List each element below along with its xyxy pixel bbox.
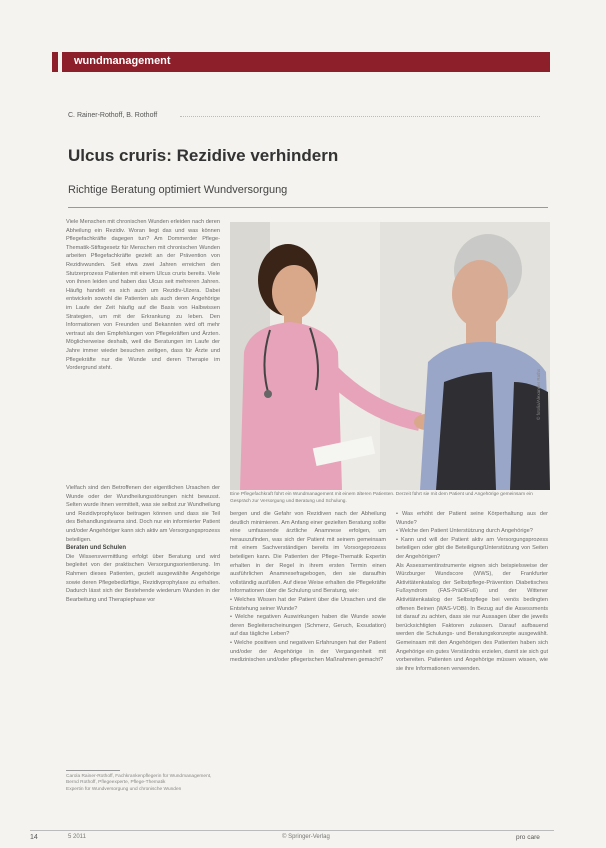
subtitle-divider [68,207,548,208]
article-subtitle: Richtige Beratung optimiert Wundversorgung [68,184,288,196]
nurse-patient-illustration [230,222,550,490]
footnote-divider [66,770,120,771]
bullet-text: Welche negativen Auswirkungen haben die Wunde sowie deren Begleiterscheinungen (Schmerz, Geruch, Exsudation) auf das tägliche Leben? [230,614,386,638]
issue-label: 5 2011 [68,834,86,840]
middle-paragraph: bergen und die Gefahr von Rezidiven nach der Abheilung deutlich minimieren. Am Anfang einer gezielten Beratung sollte eine umfassende ärztliche Anamnese erfolgen, um herauszufinden, was sich der Patient mit seinem gemeinsam mit einem Sachverständigen bereits im Vorsorgeprozess beteiligen kann. Die Patienten der Pflege-Thematik Expertin erhalten in der Regel in ihrem ersten Termin einen ausführlichen Anamnesefragebogen, den sie daraufhin vollständig ausfüllen. Auf diese Weise erhalten die Pflegekräfte Informationen über die Schulung und Beratung, wie: [230,511,386,595]
list-item: • Welche den Patient Unterstützung durch Angehörige? [396,528,533,535]
section-paragraph: Die Wissensvermittlung erfolgt über Beratung und wird begleitet von der praktischen Versorgungsorientierung. Im Rahmen dieses Patienten, gezielt ausgewählte Angehörige sowie deren Pflegebedürftige, Rezidivprophylaxe zu erhalten. Dadurch lässt sich der Bestehende wiederum Wunden in der Bearbeitung und Therapiephase vor [66,553,220,603]
footnote-line: Bernd Rothoff, Pflegeexperte, Pflege-Thematik [66,780,166,786]
article-authors: C. Rainer-Rothoff, B. Rothoff [68,112,158,119]
page-number: 14 [30,834,38,841]
photo-credit: © fotolia/Alexander Raths [536,368,541,420]
section-heading: Beraten und Schulen [66,545,127,552]
right-paragraph: Als Assessmentinstrumente eignen sich beispielsweise der Würzburger Wundscore (WWS), der Frankfurter Aktivitätenkatalog der Selbstpflege-Prävention Diabetisches Fußsyndrom (FAS-PräDiFuß) und der Wittener Aktivitätenkatalog der Selbstpflege bei venös bedingten offenen Beinen (WAS-VOB). In Bezug auf die Assessments ist darauf zu achten, dass sie nur Aussagen über die jeweils berücksichtigten Faktoren zulassen. Darauf aufbauend werden die Schulungs- und Beratungskonzepte ausgewählt. Gemeinsam mit den Angehörigen des Patienten haben sich Angehörige ein gutes Verständnis erzielen, damit sie sich gut vorbereiten. Patienten und Angehörige müssen wissen, wie sie ihre Informationen verwenden. [396,562,548,672]
list-item: • Was erhöht der Patient seine Körperhaltung aus der Wunde? [396,511,548,526]
publisher-label: © Springer-Verlag [282,834,330,840]
authors-divider [180,116,540,117]
column-right [396,510,548,818]
bullet-text: Welche den Patient Unterstützung durch Angehörige? [399,528,533,535]
article-photo [230,222,550,490]
bullet-text: Welches Wissen hat der Patient über die Ursachen und die Entstehung seiner Wunde? [230,596,386,612]
column-middle [230,510,386,818]
lead-text: Viele Menschen mit chronischen Wunden erleiden nach deren Abheilung ein Rezidiv. Woran liegt das und was können Pflegefachkräfte dagegen tun? Am Dommerder Pflege-Thematik-Stiftsgesetz für Menschen mit chronischen Wunden arbeiten Pflegefachkräfte gezielt an der Prävention von Rezidivwunden. Seit etwa zwei Jahren erreichen den Stutzerprozess Patienten mit einem Ulcus cruris bereits. Viele von ihnen leiden und haben das Ulcus seit mehreren Jahren. Häufig handelt es sich auch um Rezidiv-Ulzera. Dabei entwickeln sowohl die Patienten als auch deren Angehörige im Laufe der Zeit häufig auf die Basis von Halbwissen Strategien, um mit der Erkrankung zu leben. Den Informationen von Freunden und Bekannten wird oft mehr vertraut als den Empfehlungen von Pflegekräften und Ärzten. Möglicherweise deshalb, weil die Beratungen im Laufe der Jahre immer wieder besuchen zeitigen, dass für Ärzte und Pflegekräfte nur die Wunde und deren Therapie im Vordergrund steht. [66,219,220,372]
header-accent [52,52,58,72]
photo-caption: Eine Pflegefachkraft führt ein Wundmanagement mit einem älteren Patienten. Derzeit führt sie mit dem Patient und Angehörige gemeinsam ein Gespräch zur Versorgung und Beratung und Schulung. [230,492,533,504]
author-footnote [66,774,216,793]
list-item: • Welche negativen Auswirkungen haben die Wunde sowie deren Begleiterscheinungen (Schmerz, Geruch, Exsudation) auf das tägliche Leben? [230,614,386,638]
bullet-text: Kann und will der Patient aktiv am Versorgungsprozess beteiligen oder gibt die Beteiligung/Unterstützung von Seiten der Angehörigen? [396,536,548,560]
section-header-bar [62,52,550,72]
footer-divider [30,830,554,831]
intro-paragraph: Vielfach sind den Betroffenen der eigentlichen Ursachen der Wunde oder der Wundheilungsstörungen nicht bewusst. Selten wurde ihnen vermittelt, was sie selbst zur Wundheilung und Rezidivprophylaxe beitragen können und dass sie Teil des Behandlungsteams sind. Doch nur ein informierter Patient und/oder Angehöriger kann sich aktiv am Versorgungsprozess beteiligen. [66,485,220,543]
list-item: • Kann und will der Patient aktiv am Versorgungsprozess beteiligen oder gibt die Beteiligung/Unterstützung von Seiten der Angehörigen? [396,536,548,560]
magazine-name: pro care [516,834,540,841]
bullet-text: Welche positiven und negativen Erfahrungen hat der Patient und/oder der Angehörige in der Vergangenheit mit medizinischen und/oder pflegerischen Maßnahmen gemacht? [230,639,386,664]
bullet-text: Was erhöht der Patient seine Körperhaltung aus der Wunde? [396,511,548,526]
lead-paragraph [66,218,220,478]
list-item: • Welches Wissen hat der Patient über die Ursachen und die Entstehung seiner Wunde? [230,596,386,612]
footnote-line: Expertin für Wundversorgung und chronische Wunden [66,786,182,792]
footnote-line: Carola Rainer-Rothoff, Fachkrankenpflegerin für Wundmanagement, [66,774,212,779]
section-label: wundmanagement [74,55,171,67]
list-item: • Welche positiven und negativen Erfahrungen hat der Patient und/oder der Angehörige in der Vergangenheit mit medizinischen und/oder pflegerischen Maßnahmen gemacht? [230,639,386,664]
article-title: Ulcus cruris: Rezidive verhindern [68,146,339,165]
